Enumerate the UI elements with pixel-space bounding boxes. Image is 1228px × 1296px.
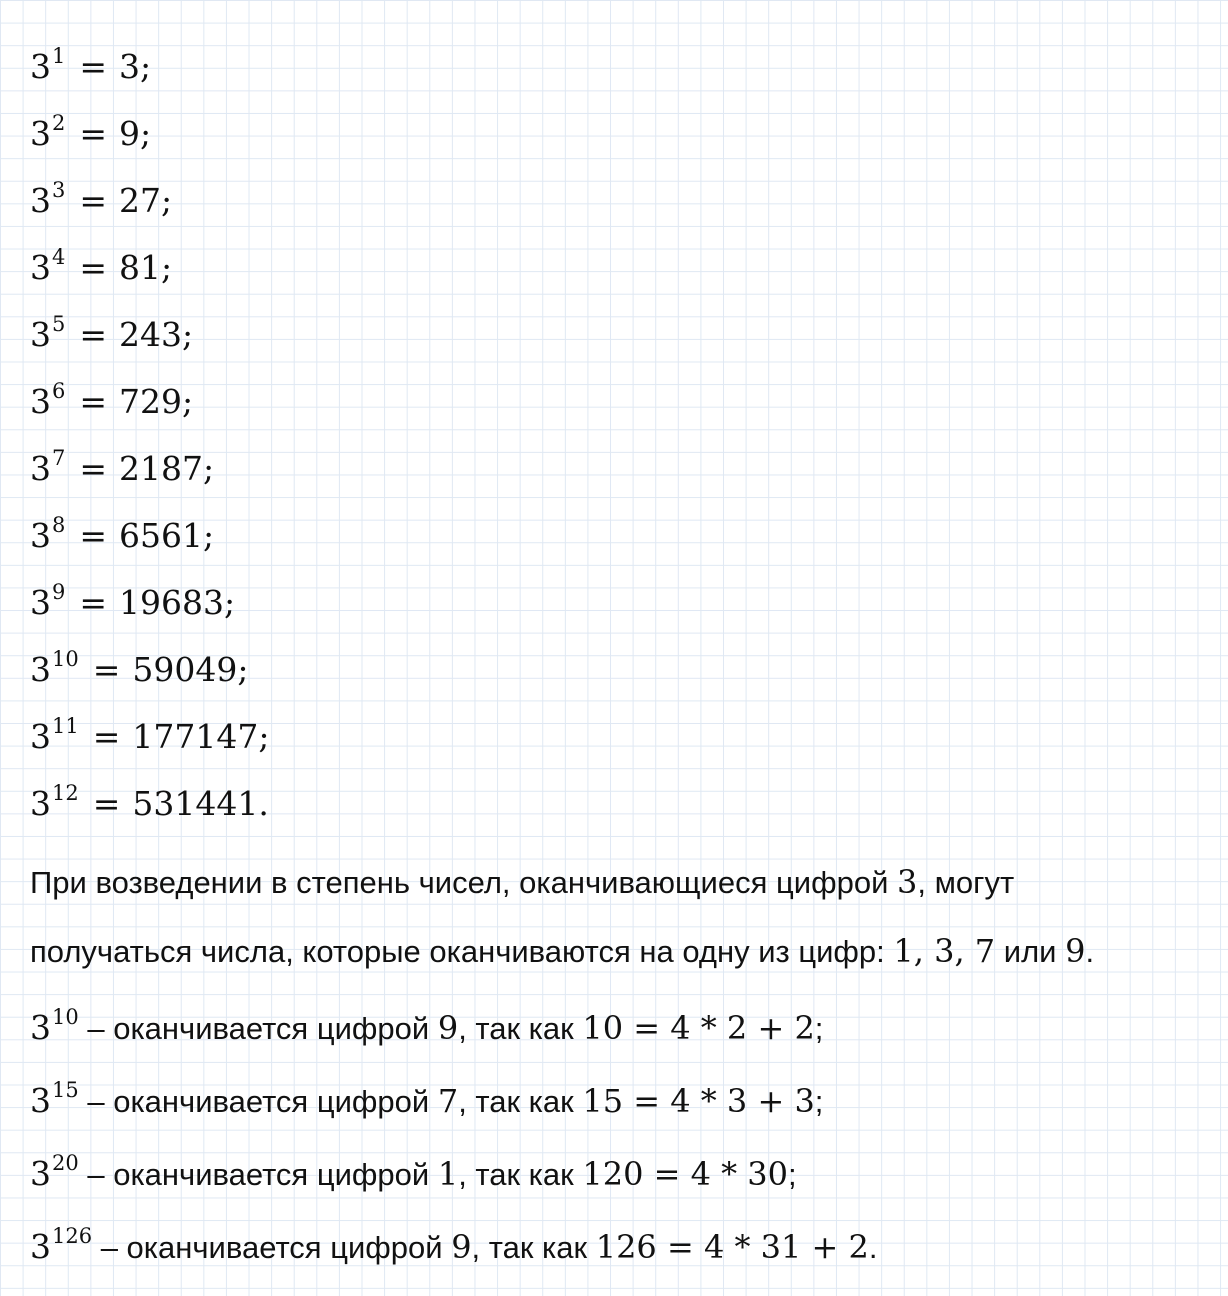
power-exponent: 4 [52,245,66,269]
line-end: ; [182,382,194,421]
power-line-5 [30,294,1210,361]
line-end: ; [224,583,236,622]
power-base: 3 [30,583,51,622]
note-base: 3 [30,1154,51,1193]
power-base: 3 [30,315,51,354]
power-exponent: 5 [52,312,66,336]
power-exponent: 1 [52,44,66,68]
power-base: 3 [30,47,51,86]
power-value: 2187 [119,449,204,488]
line-end: ; [258,717,270,756]
line-end: . [258,784,269,823]
power-line-10 [30,629,1210,696]
power-exponent: 8 [52,513,66,537]
power-line-1 [30,26,1210,93]
note-base: 3 [30,1227,51,1266]
power-value: 531441 [132,784,259,823]
digit-list: 1, 3, 7 [893,932,996,970]
power-base: 3 [30,516,51,555]
note-line-4 [30,1205,1210,1278]
note-equation: 10 = 4 * 2 + 2 [582,1009,815,1047]
note-line-2 [30,1059,1210,1132]
line-end: ; [203,516,215,555]
line-end: ; [237,650,249,689]
equals-sign: = [79,114,108,153]
note-because: , так как [471,1230,596,1265]
power-value: 177147 [132,717,259,756]
power-exponent: 11 [52,714,79,738]
power-base: 3 [30,382,51,421]
power-line-8 [30,495,1210,562]
equals-sign: = [79,248,108,287]
power-base: 3 [30,717,51,756]
power-exponent: 2 [52,111,66,135]
note-base: 3 [30,1008,51,1047]
equals-sign: = [79,449,108,488]
note-text: – оканчивается цифрой [92,1230,452,1265]
power-value: 59049 [132,650,238,689]
power-line-2 [30,93,1210,160]
power-exponent: 6 [52,379,66,403]
equals-sign: = [79,47,108,86]
digit-three: 3 [897,863,918,901]
note-line-1 [30,986,1210,1059]
solution-content [30,26,1210,1278]
equals-sign: = [79,516,108,555]
note-text: – оканчивается цифрой [78,1157,438,1192]
power-base: 3 [30,114,51,153]
power-line-4 [30,227,1210,294]
note-text: – оканчивается цифрой [78,1084,438,1119]
note-because: , так как [458,1157,583,1192]
power-base: 3 [30,248,51,287]
power-line-12 [30,763,1210,830]
paragraph-text: получаться числа, которые оканчиваются на одну из цифр: [30,934,894,969]
power-value: 9 [119,114,141,153]
power-exponent: 9 [52,580,66,604]
power-line-11 [30,696,1210,763]
paragraph-line-2 [30,917,1210,986]
paragraph-text-end: , могут [917,865,1015,900]
note-digit: 1 [437,1155,459,1193]
power-value: 3 [119,47,141,86]
note-equation: 126 = 4 * 31 + 2 [595,1228,869,1266]
power-line-7 [30,428,1210,495]
note-end: ; [788,1157,797,1192]
note-equation: 120 = 4 * 30 [582,1155,788,1193]
power-exponent: 3 [52,178,66,202]
line-end: ; [140,47,152,86]
paragraph-end: . [1085,934,1095,969]
power-value: 6561 [119,516,204,555]
line-end: ; [161,181,173,220]
powers-list [30,26,1210,830]
power-value: 81 [119,248,162,287]
explanation-paragraph [30,848,1210,986]
line-end: ; [203,449,215,488]
power-base: 3 [30,181,51,220]
note-exponent: 20 [52,1151,79,1175]
power-line-6 [30,361,1210,428]
paragraph-line-1 [30,848,1210,917]
equals-sign: = [79,583,108,622]
note-digit: 9 [451,1228,472,1266]
line-end: ; [161,248,173,287]
power-base: 3 [30,650,51,689]
power-line-3 [30,160,1210,227]
equals-sign: = [79,315,108,354]
note-end: ; [814,1084,824,1119]
power-value: 729 [119,382,183,421]
note-end: ; [814,1011,824,1046]
note-digit: 7 [437,1082,459,1120]
equals-sign: = [79,382,108,421]
note-exponent: 10 [52,1005,79,1029]
power-exponent: 12 [52,781,79,805]
power-value: 19683 [119,583,225,622]
power-exponent: 7 [52,446,66,470]
note-end: . [868,1230,878,1265]
power-base: 3 [30,449,51,488]
equals-sign: = [92,784,121,823]
power-base: 3 [30,784,51,823]
note-exponent: 126 [52,1224,93,1248]
note-because: , так как [458,1011,583,1046]
note-digit: 9 [437,1009,459,1047]
equals-sign: = [79,181,108,220]
power-line-9 [30,562,1210,629]
equals-sign: = [92,717,121,756]
note-equation: 15 = 4 * 3 + 3 [582,1082,815,1120]
conjunction-or: или [995,934,1066,969]
power-value: 27 [119,181,162,220]
notes-list [30,986,1210,1278]
note-text: – оканчивается цифрой [78,1011,438,1046]
note-exponent: 15 [52,1078,79,1102]
note-line-3 [30,1132,1210,1205]
power-exponent: 10 [52,647,79,671]
note-because: , так как [458,1084,583,1119]
digit-nine: 9 [1065,932,1086,970]
line-end: ; [140,114,152,153]
line-end: ; [182,315,194,354]
power-value: 243 [119,315,183,354]
equals-sign: = [92,650,121,689]
paragraph-text: При возведении в степень чисел, оканчивающиеся цифрой [30,865,898,900]
note-base: 3 [30,1081,51,1120]
